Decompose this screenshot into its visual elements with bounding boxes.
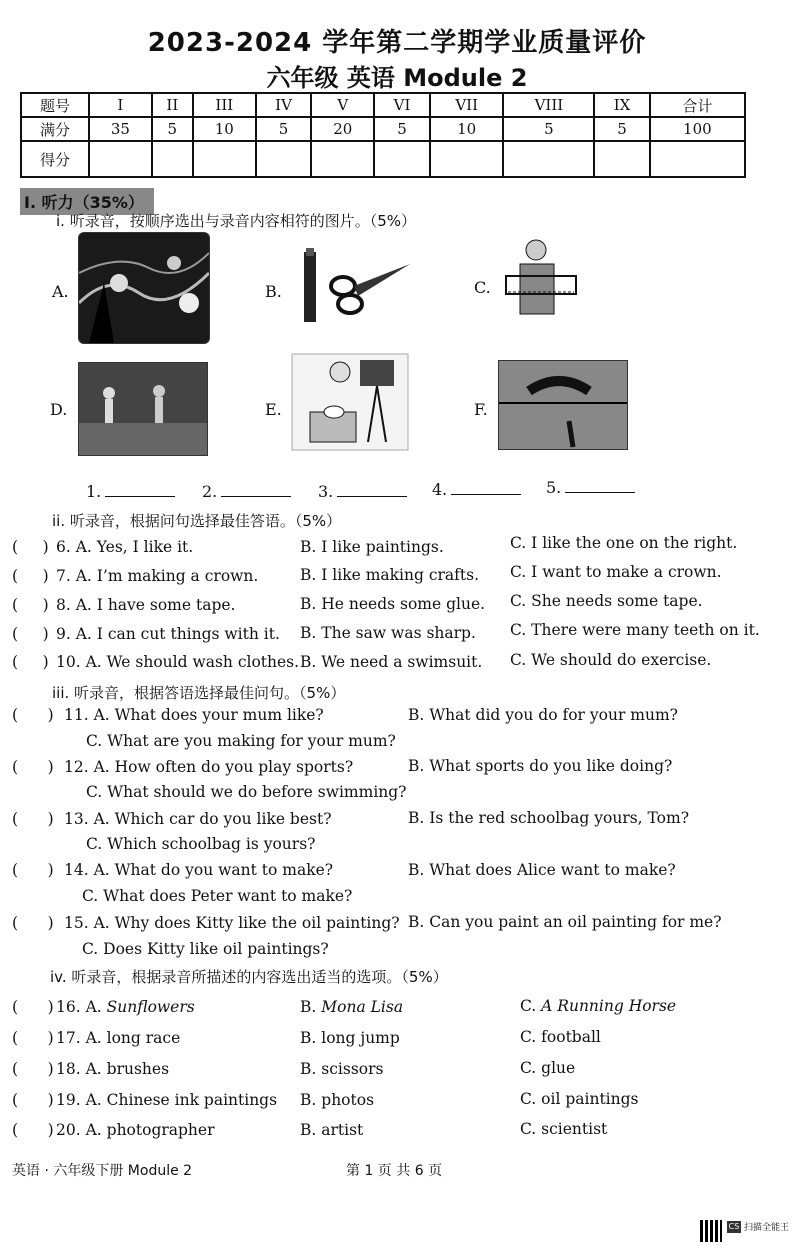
glue-scissors-image (298, 246, 413, 326)
col-header: IV (256, 93, 312, 117)
option-c: C. football (520, 1028, 601, 1046)
option-b: B. I like paintings. (300, 538, 444, 556)
full-mark: 5 (503, 117, 594, 141)
high-jump-image (498, 360, 628, 450)
full-mark: 5 (256, 117, 312, 141)
option-b: B. photos (300, 1091, 375, 1109)
score-cell[interactable] (594, 141, 649, 177)
score-cell[interactable] (503, 141, 594, 177)
option-c: C. We should do exercise. (510, 651, 712, 669)
option-a: 15. A. Why does Kitty like the oil painting? (64, 914, 400, 932)
score-cell[interactable] (256, 141, 312, 177)
section-title-listening: I. 听力（35%） (20, 188, 154, 215)
full-mark: 5 (594, 117, 649, 141)
question-row: ( ) (12, 1029, 54, 1047)
picture-label-a: A. (52, 282, 69, 301)
score-cell[interactable] (650, 141, 745, 177)
question-row: ( ) (12, 998, 54, 1016)
option-a: 8. A. I have some tape. (56, 596, 236, 614)
question-row: ( ) (12, 538, 49, 556)
question-row: ( ) (12, 625, 49, 643)
picture-label-d: D. (50, 400, 68, 419)
part-i-instruction: i. 听录音，按顺序选出与录音内容相符的图片。（5%） (56, 212, 417, 230)
picture-label-f: F. (474, 400, 488, 419)
exam-subtitle: 六年级 英语 Module 2 (266, 64, 528, 92)
col-header: I (89, 93, 152, 117)
option-c: C. Which schoolbag is yours? (86, 835, 316, 853)
question-row: ( ) (12, 861, 54, 879)
option-a: 12. A. How often do you play sports? (64, 758, 354, 776)
man-with-saw-image (498, 236, 578, 336)
photographer-camera-image (290, 352, 410, 452)
option-b: B. The saw was sharp. (300, 624, 476, 642)
option-a: 9. A. I can cut things with it. (56, 625, 280, 643)
question-row: ( ) (12, 653, 49, 671)
option-b: B. I like making crafts. (300, 566, 479, 584)
footer-subject: 英语 · 六年级下册 Module 2 (12, 1163, 193, 1179)
option-b: B. Is the red schoolbag yours, Tom? (408, 809, 690, 827)
footer-page-number: 第 1 页 共 6 页 (346, 1163, 443, 1179)
option-a: 17. A. long race (56, 1029, 181, 1047)
col-header: VI (374, 93, 430, 117)
option-b: B. Can you paint an oil painting for me? (408, 913, 722, 931)
col-header: VII (430, 93, 503, 117)
answer-blank-3[interactable]: 3. (318, 482, 407, 501)
option-a: 10. A. We should wash clothes. (56, 653, 300, 671)
answer-blank-4[interactable]: 4. (432, 480, 521, 499)
option-a: 13. A. Which car do you like best? (64, 810, 332, 828)
option-b: B. We need a swimsuit. (300, 653, 483, 671)
full-mark: 20 (311, 117, 374, 141)
option-a: 16. A. Sunflowers (56, 998, 195, 1016)
option-c: C. Does Kitty like oil paintings? (82, 940, 329, 958)
full-mark: 5 (152, 117, 193, 141)
scanner-watermark: 扫描全能王 (744, 1223, 790, 1233)
full-mark: 100 (650, 117, 745, 141)
question-row: ( ) (12, 758, 54, 776)
question-row: ( ) (12, 1060, 54, 1078)
option-c: C. What should we do before swimming? (86, 783, 407, 801)
part-ii-instruction: ii. 听录音，根据问句选择最佳答语。（5%） (52, 512, 342, 530)
row-label-full: 满分 (21, 117, 89, 141)
score-cell[interactable] (193, 141, 256, 177)
starry-night-painting-image (78, 232, 210, 344)
col-header: VIII (503, 93, 594, 117)
exam-title: 2023-2024 学年第二学期学业质量评价 (147, 28, 647, 58)
score-cell[interactable] (311, 141, 374, 177)
option-c: C. I want to make a crown. (510, 563, 722, 581)
option-c: C. I like the one on the right. (510, 534, 738, 552)
option-a: 11. A. What does your mum like? (64, 706, 324, 724)
option-c: C. A Running Horse (520, 997, 677, 1015)
qr-code-icon (700, 1220, 722, 1242)
option-b: B. What did you do for your mum? (408, 706, 678, 724)
question-row: ( ) (12, 1121, 54, 1139)
scanner-logo-icon: CS (728, 1222, 740, 1231)
option-b: B. What does Alice want to make? (408, 861, 676, 879)
part-iii-instruction: iii. 听录音，根据答语选择最佳问句。（5%） (52, 684, 346, 702)
option-b: B. Mona Lisa (300, 998, 404, 1016)
running-race-image (78, 362, 208, 456)
score-cell[interactable] (430, 141, 503, 177)
col-header: V (311, 93, 374, 117)
option-b: B. scissors (300, 1060, 384, 1078)
answer-blank-5[interactable]: 5. (546, 478, 635, 497)
col-header: IX (594, 93, 649, 117)
score-cell[interactable] (89, 141, 152, 177)
row-label-number: 题号 (21, 93, 89, 117)
picture-label-b: B. (265, 282, 282, 301)
option-c: C. scientist (520, 1120, 608, 1138)
col-header: 合计 (650, 93, 745, 117)
option-a: 14. A. What do you want to make? (64, 861, 334, 879)
score-cell[interactable] (374, 141, 430, 177)
option-c: C. What does Peter want to make? (82, 887, 353, 905)
row-label-score: 得分 (21, 141, 89, 177)
question-row: ( ) (12, 706, 54, 724)
full-mark: 5 (374, 117, 430, 141)
question-row: ( ) (12, 914, 54, 932)
option-a: 18. A. brushes (56, 1060, 170, 1078)
question-row: ( ) (12, 810, 54, 828)
score-cell[interactable] (152, 141, 193, 177)
part-iv-instruction: iv. 听录音，根据录音所描述的内容选出适当的选项。（5%） (50, 968, 448, 986)
full-mark: 35 (89, 117, 152, 141)
score-table (20, 92, 746, 178)
option-c: C. glue (520, 1059, 576, 1077)
option-c: C. oil paintings (520, 1090, 639, 1108)
picture-label-c: C. (474, 278, 491, 297)
answer-blank-2[interactable]: 2. (202, 482, 291, 501)
full-mark: 10 (430, 117, 503, 141)
option-a: 20. A. photographer (56, 1121, 215, 1139)
option-a: 7. A. I’m making a crown. (56, 567, 259, 585)
option-c: C. She needs some tape. (510, 592, 703, 610)
option-c: C. There were many teeth on it. (510, 621, 760, 639)
option-a: 6. A. Yes, I like it. (56, 538, 194, 556)
full-mark: 10 (193, 117, 256, 141)
picture-label-e: E. (265, 400, 282, 419)
question-row: ( ) (12, 596, 49, 614)
option-b: B. He needs some glue. (300, 595, 486, 613)
option-b: B. long jump (300, 1029, 400, 1047)
col-header: III (193, 93, 256, 117)
col-header: II (152, 93, 193, 117)
answer-blank-1[interactable]: 1. (86, 482, 175, 501)
option-c: C. What are you making for your mum? (86, 732, 396, 750)
question-row: ( ) (12, 1091, 54, 1109)
option-b: B. artist (300, 1121, 364, 1139)
question-row: ( ) (12, 567, 49, 585)
option-a: 19. A. Chinese ink paintings (56, 1091, 278, 1109)
option-b: B. What sports do you like doing? (408, 757, 673, 775)
